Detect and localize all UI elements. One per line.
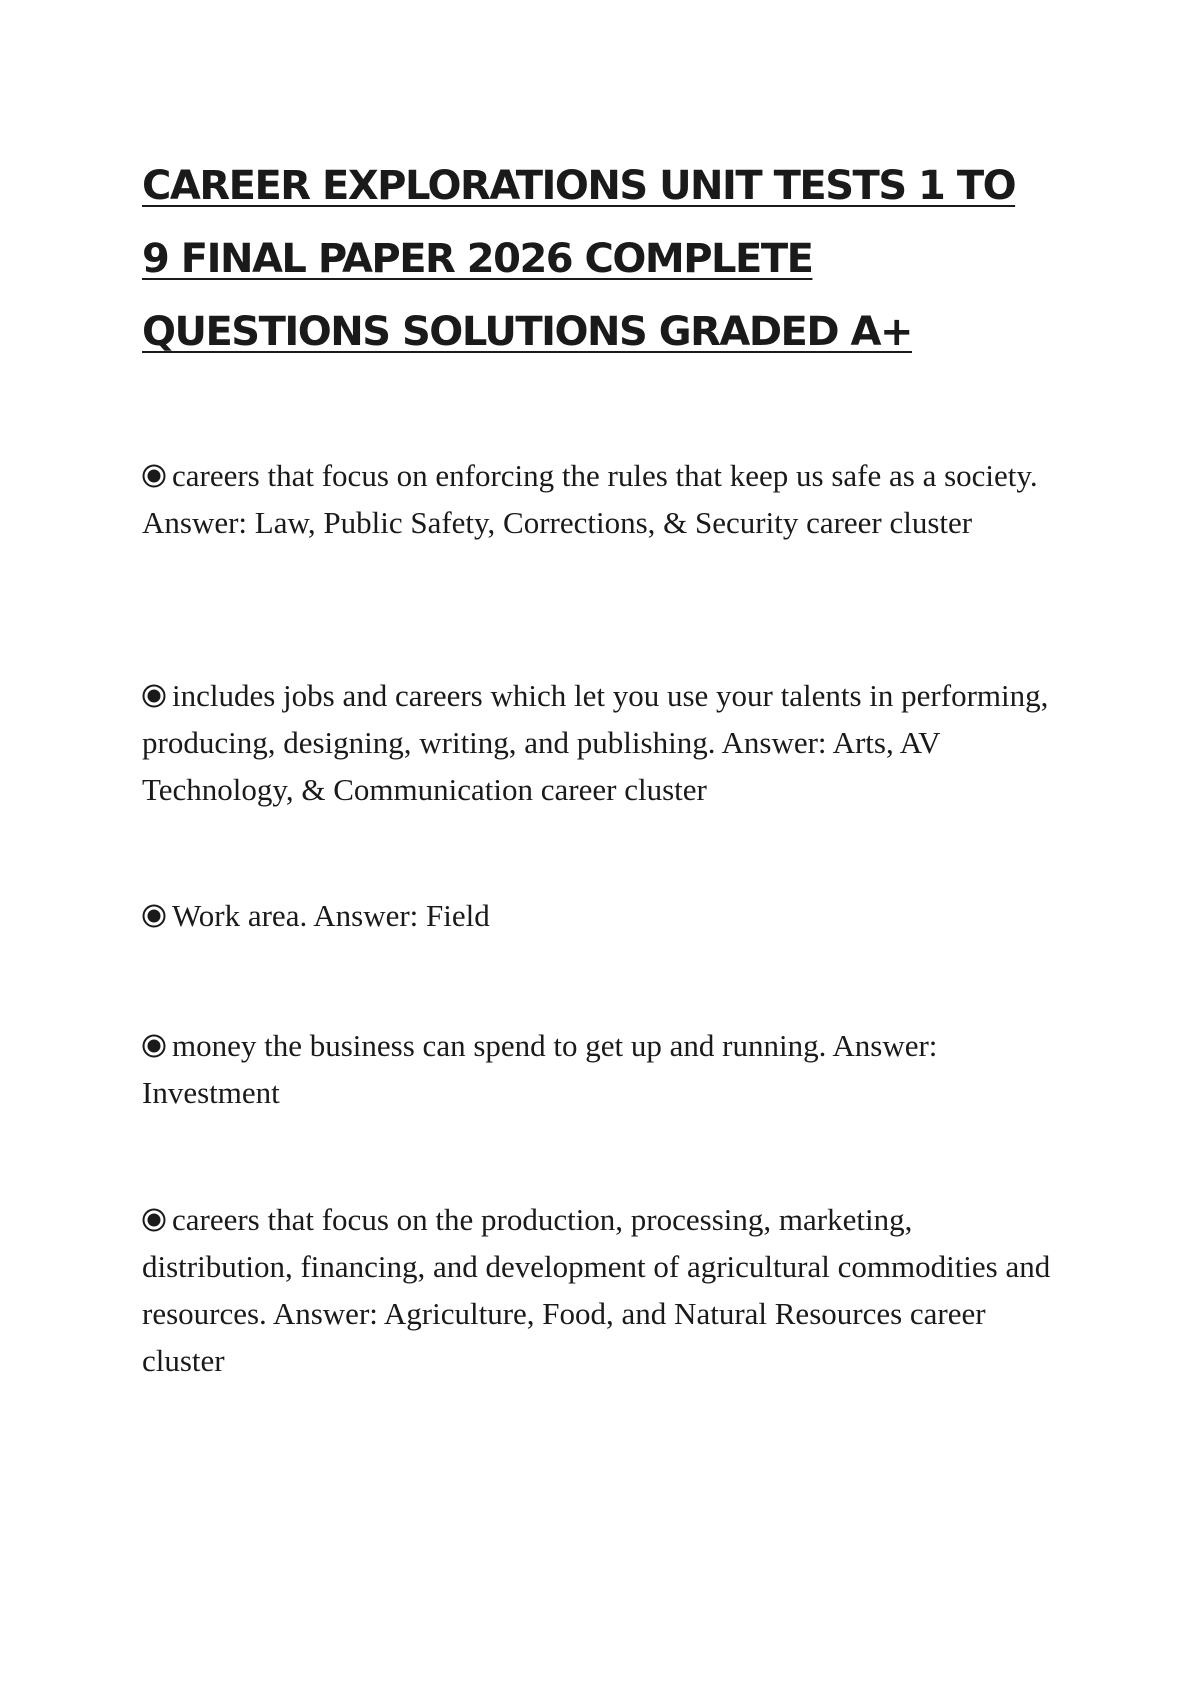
qa-item bbox=[142, 1022, 1062, 1116]
fisheye-bullet-icon bbox=[142, 684, 166, 708]
document-title bbox=[142, 150, 1042, 369]
qa-item-text: money the business can spend to get up and running. Answer: Investment bbox=[142, 1028, 938, 1110]
qa-item-text: careers that focus on the production, processing, marketing, distribution, financing, and development of agricultural commodities and resources. Answer: Agriculture, Food, and Natural Resources career cluster bbox=[142, 1202, 1051, 1378]
fisheye-bullet-icon bbox=[142, 1034, 166, 1058]
fisheye-bullet-icon bbox=[142, 1208, 166, 1232]
fisheye-bullet-icon bbox=[142, 904, 166, 928]
qa-item-text: includes jobs and careers which let you use your talents in performing, producing, designing, writing, and publishing. Answer: Arts, AV Technology, & Communication career cluster bbox=[142, 678, 1049, 807]
qa-item-text: Work area. Answer: Field bbox=[172, 898, 490, 933]
qa-item bbox=[142, 452, 1062, 546]
qa-item bbox=[142, 672, 1062, 813]
qa-item bbox=[142, 892, 1062, 939]
fisheye-bullet-icon bbox=[142, 464, 166, 488]
qa-item-text: careers that focus on enforcing the rules that keep us safe as a society. Answer: Law, Public Safety, Corrections, & Security career cluster bbox=[142, 458, 1038, 540]
qa-item bbox=[142, 1196, 1062, 1384]
document-title-text: CAREER EXPLORATIONS UNIT TESTS 1 TO 9 FINAL PAPER 2026 COMPLETE QUESTIONS SOLUTIONS GRADED A+ bbox=[142, 163, 1016, 355]
